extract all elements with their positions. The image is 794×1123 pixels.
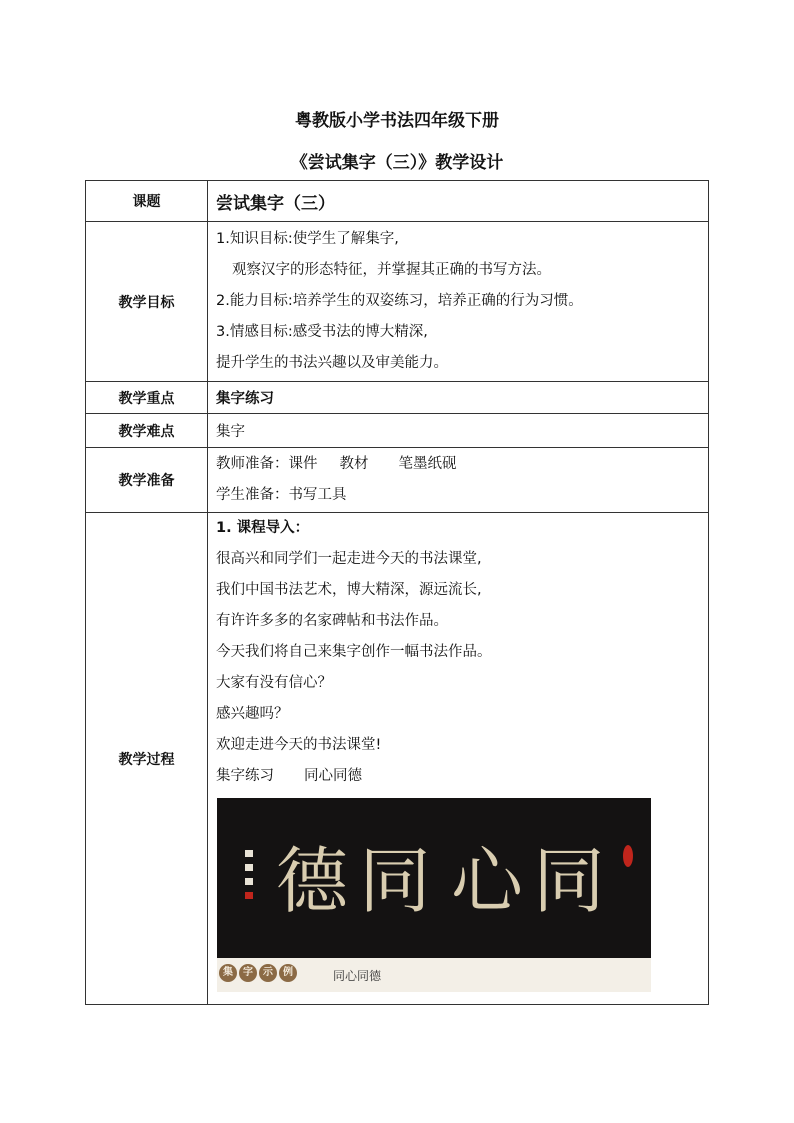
- difficulty-label: 教学难点: [86, 414, 208, 448]
- process-line: 感兴趣吗？: [216, 706, 289, 722]
- calligraphy-character: 同: [358, 839, 432, 923]
- row-key-point: [86, 382, 709, 414]
- process-line: 欢迎走进今天的书法课堂!: [216, 737, 382, 753]
- process-line: 大家有没有信心？: [216, 675, 332, 691]
- calligraphy-example-image: [217, 798, 651, 992]
- red-seal: [623, 845, 633, 867]
- calligraphy-character: 德: [275, 839, 349, 923]
- seal-dot: [245, 864, 253, 871]
- seal-dot: [245, 850, 253, 857]
- topic-value-cell: [208, 181, 709, 222]
- calligraphy-character: 同: [532, 839, 606, 923]
- teacher-prep-item: 教材: [339, 456, 369, 472]
- calligraphy-artwork: [217, 798, 651, 958]
- lesson-plan-table: [85, 180, 709, 1005]
- process-label: 教学过程: [86, 513, 208, 1005]
- teacher-prep-prefix: 教师准备：课件: [216, 456, 318, 472]
- difficulty-value: 集字: [208, 414, 709, 448]
- example-badge: 示: [259, 964, 277, 982]
- preparation-label: 教学准备: [86, 448, 208, 513]
- row-difficulty: [86, 414, 709, 448]
- objectives-cell: [208, 222, 709, 382]
- objective-line: 1.知识目标:使学生了解集字,: [216, 231, 399, 247]
- process-heading: 1. 课程导入：: [216, 520, 310, 536]
- process-line: 今天我们将自己来集字创作一幅书法作品。: [216, 644, 492, 660]
- process-cell: [208, 513, 709, 1005]
- objective-line: 提升学生的书法兴趣以及审美能力。: [216, 355, 448, 371]
- row-topic: [86, 181, 709, 222]
- row-objectives: [86, 222, 709, 382]
- example-badge: 字: [239, 964, 257, 982]
- teacher-preparation: [216, 449, 708, 480]
- practice-label: 集字练习: [216, 768, 274, 784]
- lesson-plan-title: 《尝试集字（三）》教学设计: [290, 153, 504, 173]
- topic-value: 尝试集字（三）: [216, 193, 335, 214]
- document-title: 粤教版小学书法四年级下册: [295, 111, 499, 131]
- student-preparation: 学生准备：书写工具: [216, 487, 347, 503]
- teacher-prep-item: 笔墨纸砚: [398, 456, 457, 472]
- objective-line: 3.情感目标:感受书法的博大精深,: [216, 324, 428, 340]
- row-preparation: [86, 448, 709, 513]
- key-point-value: 集字练习: [208, 382, 709, 414]
- practice-line: [216, 761, 708, 792]
- objective-line: 观察汉字的形态特征，并掌握其正确的书写方法。: [232, 262, 551, 278]
- example-badge: 集: [219, 964, 237, 982]
- row-process: [86, 513, 709, 1005]
- seal-dot: [245, 878, 253, 885]
- objectives-label: 教学目标: [86, 222, 208, 382]
- practice-phrase: 同心同德: [304, 768, 362, 784]
- objective-line: 2.能力目标:培养学生的双姿练习，培养正确的行为习惯。: [216, 293, 583, 309]
- calligraphy-character: 心: [450, 839, 524, 923]
- caption-bar: [217, 958, 651, 992]
- seal-dot: [245, 892, 253, 899]
- process-line: 我们中国书法艺术，博大精深，源远流长,: [216, 582, 482, 598]
- process-line: 有许许多多的名家碑帖和书法作品。: [216, 613, 448, 629]
- topic-label: 课题: [86, 181, 208, 222]
- preparation-cell: [208, 448, 709, 513]
- example-badges: [219, 964, 297, 982]
- example-badge: 例: [279, 964, 297, 982]
- key-point-label: 教学重点: [86, 382, 208, 414]
- image-caption: 同心同德: [333, 969, 382, 983]
- process-line: 很高兴和同学们一起走进今天的书法课堂,: [216, 551, 482, 567]
